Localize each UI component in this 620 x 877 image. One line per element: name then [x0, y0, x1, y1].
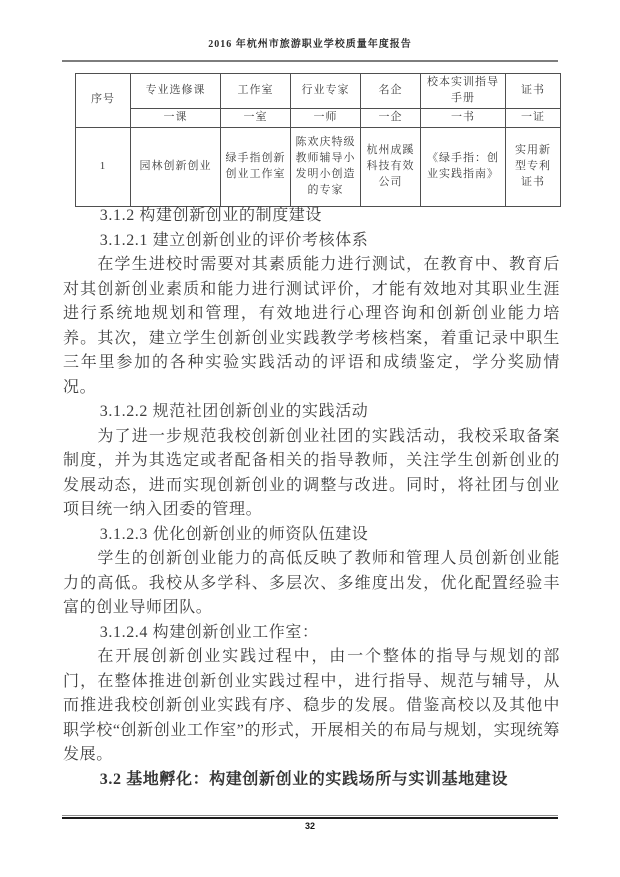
- subheader-company: 一企: [361, 108, 421, 127]
- running-header-title: 2016 年杭州市旅游职业学校质量年度报告: [208, 39, 412, 50]
- col-header-handbook: 校本实训指导手册: [421, 74, 506, 109]
- table-subheader-row: [76, 108, 561, 127]
- col-header-expert: 行业专家: [291, 74, 361, 109]
- paragraph-studio-building: 在开展创新创业实践过程中，由一个整体的指导与规划的部门，在整体推进创新创业实践过程中，进行指导、规范与辅导，从而推进我校创新创业实践有序、稳步的发展。借鉴高校以及其他中职学校“创新创业工作室”的形式，开展相关的布局与规划，实现统筹发展。: [63, 648, 560, 763]
- col-header-certificate: 证书: [506, 74, 561, 109]
- cell-handbook: 《绿手指：创业实践指南》: [421, 127, 506, 206]
- col-header-index: 序号: [76, 74, 131, 128]
- section-heading-3-1-2-4: 3.1.2.4 构建创新创业工作室：: [99, 623, 319, 641]
- paragraph-teacher-team: 学生的创新创业能力的高低反映了教师和管理人员创新创业能力的高低。我校从多学科、多层次、多维度出发，优化配置经验丰富的创业导师团队。: [63, 550, 560, 616]
- table-row: [76, 127, 561, 206]
- section-heading-3-1-2: 3.1.2 构建创新创业的制度建设: [99, 207, 322, 224]
- col-header-course: 专业选修课: [131, 74, 221, 109]
- section-heading-3-1-2-3: 3.1.2.3 优化创新创业的师资队伍建设: [99, 525, 369, 543]
- subheader-certificate: 一证: [506, 108, 561, 127]
- footer-rule: [62, 815, 558, 819]
- section-heading-3-1-2-2: 3.1.2.2 规范社团创新创业的实践活动: [99, 403, 369, 420]
- col-header-company: 名企: [361, 74, 421, 109]
- paragraph-club-practice: 为了进一步规范我校创新创业社团的实践活动，我校采取备案制度，并为其选定或者配备相关的指导教师，关注学生创新创业的发展动态，进而实现创新创业的调整与改进。同时，将社团与创业项目统一纳入团委的管理。: [63, 427, 560, 518]
- subheader-course: 一课: [131, 108, 221, 127]
- cell-course: 园林创新创业: [131, 127, 221, 206]
- cell-company: 杭州成蹊科技有效公司: [361, 127, 421, 206]
- section-heading-3-2: 3.2 基地孵化：构建创新创业的实践场所与实训基地建设: [99, 770, 508, 788]
- cell-studio: 绿手指创新创业工作室: [221, 127, 291, 206]
- cell-certificate: 实用新型专利证书: [506, 127, 561, 206]
- document-body: [63, 204, 560, 792]
- col-header-studio: 工作室: [221, 74, 291, 109]
- subheader-studio: 一室: [221, 108, 291, 127]
- paragraph-evaluation-system: 在学生进校时需要对其素质能力进行测试，在教育中、教育后对其创新创业素质和能力进行测试评价，才能有效地对其职业生涯进行系统地规划和管理，有效地进行心理咨询和创新创业能力培养。其次，建立学生创新创业实践教学考核档案，着重记录中职生三年里参加的各种实验实践活动的评语和成绩鉴定，学分奖励情况。: [63, 256, 560, 396]
- page-number: 32: [304, 821, 315, 831]
- table-header-row: [76, 74, 561, 109]
- header-rule: [62, 60, 558, 62]
- subheader-expert: 一师: [291, 108, 361, 127]
- innovation-course-table: [75, 73, 561, 207]
- section-heading-3-1-2-1: 3.1.2.1 建立创新创业的评价考核体系: [99, 231, 369, 249]
- cell-index: 1: [76, 127, 131, 206]
- subheader-handbook: 一书: [421, 108, 506, 127]
- cell-expert: 陈欢庆特级教师辅导小发明小创造的专家: [291, 127, 361, 206]
